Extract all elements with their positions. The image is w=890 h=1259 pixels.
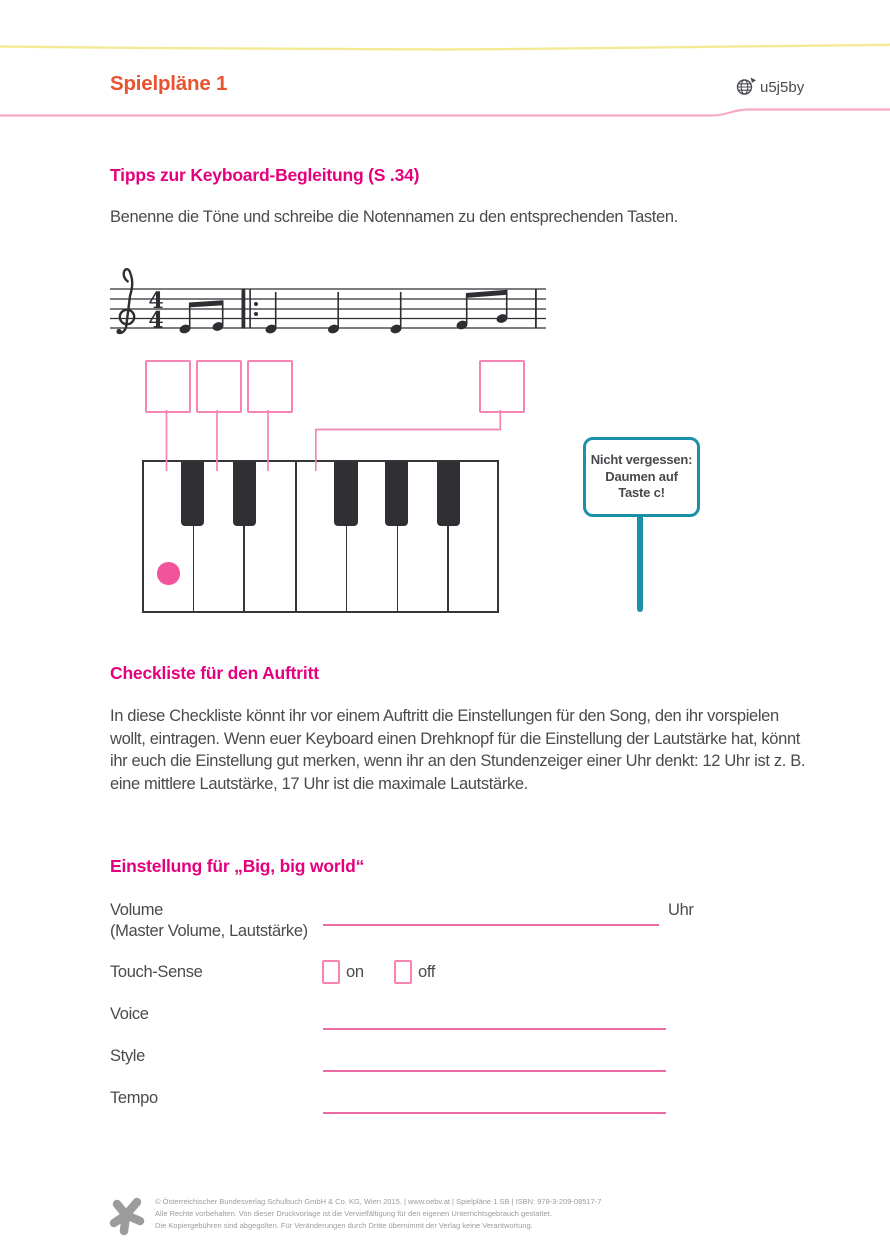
clef-terminal-dot xyxy=(116,329,121,334)
settings-heading: Einstellung für „Big, big world“ xyxy=(110,856,365,876)
tips-instruction: Benenne die Töne und schreibe die Notennamen zu den entsprechenden Tasten. xyxy=(110,208,678,226)
note-name-box-1[interactable] xyxy=(145,360,191,413)
black-key-c-sharp xyxy=(181,462,205,526)
touch-sense-on-checkbox[interactable] xyxy=(322,960,340,984)
thumb-position-dot xyxy=(157,562,180,585)
time-signature xyxy=(148,288,163,334)
black-key-g-sharp xyxy=(385,462,409,526)
black-key-a-sharp xyxy=(437,462,461,526)
footer-line-3: Die Kopiergebühren sind abgegolten. Für Veränderungen durch Dritte übernimmt der Verlag keine Verantwortung. xyxy=(155,1221,533,1230)
end-barline xyxy=(535,289,537,329)
tempo-label: Tempo xyxy=(110,1089,158,1107)
footer-line-1: © Österreichischer Bundesverlag Schulbuch GmbH & Co. KG, Wien 2015. | www.oebv.at | Spielpläne 1 SB | ISBN: 978-3-209-08517-7 xyxy=(155,1197,602,1206)
pickup-eighth-notes xyxy=(178,300,224,334)
checklist-paragraph: In diese Checkliste könnt ihr vor einem Auftritt die Einstellungen für den Song, den ihr vorspielen wollt, eintragen. Wenn euer Keyboard einen Drehknopf für die Einstellung der Lautstärke hat, könnt ihr euch die Einstellung gut merken, wenn ihr an den Stundenzeiger einer Uhr denkt: 12 Uhr ist z. B. eine mittlere Lautstärke, 17 Uhr ist die maximale Lautstärke. xyxy=(110,707,806,793)
piano-keyboard xyxy=(142,460,499,613)
note-name-box-2[interactable] xyxy=(196,360,242,413)
volume-unit: Uhr xyxy=(668,901,694,919)
volume-input-line[interactable] xyxy=(323,924,659,926)
reminder-line-3: Taste c! xyxy=(618,485,665,501)
touch-sense-on-label: on xyxy=(346,963,364,981)
globe-icon xyxy=(736,77,758,96)
bubble-stick xyxy=(637,515,643,612)
treble-clef-icon xyxy=(118,269,135,333)
tips-heading: Tipps zur Keyboard-Begleitung (S .34) xyxy=(110,165,420,185)
note-name-box-3[interactable] xyxy=(247,360,293,413)
note-name-box-4[interactable] xyxy=(479,360,525,413)
volume-label: Volume xyxy=(110,901,163,919)
checklist-heading: Checkliste für den Auftritt xyxy=(110,663,319,683)
music-staff xyxy=(105,262,555,347)
reminder-bubble xyxy=(583,437,700,517)
voice-input-line[interactable] xyxy=(323,1028,666,1030)
footer-line-2: Alle Rechte vorbehalten. Von dieser Druckvorlage ist die Vervielfältigung für den eigenen Unterrichtsgebrauch gestattet. xyxy=(155,1209,552,1218)
style-input-line[interactable] xyxy=(323,1070,666,1072)
touch-sense-label: Touch-Sense xyxy=(110,963,203,981)
black-key-f-sharp xyxy=(334,462,358,526)
touch-sense-off-checkbox[interactable] xyxy=(394,960,412,984)
footer-copyright xyxy=(155,1196,775,1232)
style-label: Style xyxy=(110,1047,145,1065)
voice-label: Voice xyxy=(110,1005,149,1023)
time-sig-bottom: 4 xyxy=(148,307,164,334)
header-divider-line xyxy=(0,103,890,121)
top-wave-line xyxy=(0,40,890,54)
publisher-logo-icon xyxy=(108,1194,148,1240)
final-eighth-notes xyxy=(455,290,508,331)
page-title: Spielpläne 1 xyxy=(110,72,228,95)
touch-sense-off-label: off xyxy=(418,963,435,981)
web-code: u5j5by xyxy=(760,79,805,96)
reminder-line-1: Nicht vergessen: xyxy=(590,452,693,468)
white-key-divider xyxy=(295,462,297,611)
time-sig-top: 4 xyxy=(148,288,164,314)
tempo-input-line[interactable] xyxy=(323,1112,666,1114)
volume-sublabel: (Master Volume, Lautstärke) xyxy=(110,922,308,940)
black-key-d-sharp xyxy=(233,462,257,526)
reminder-line-2: Daumen auf xyxy=(605,468,678,484)
